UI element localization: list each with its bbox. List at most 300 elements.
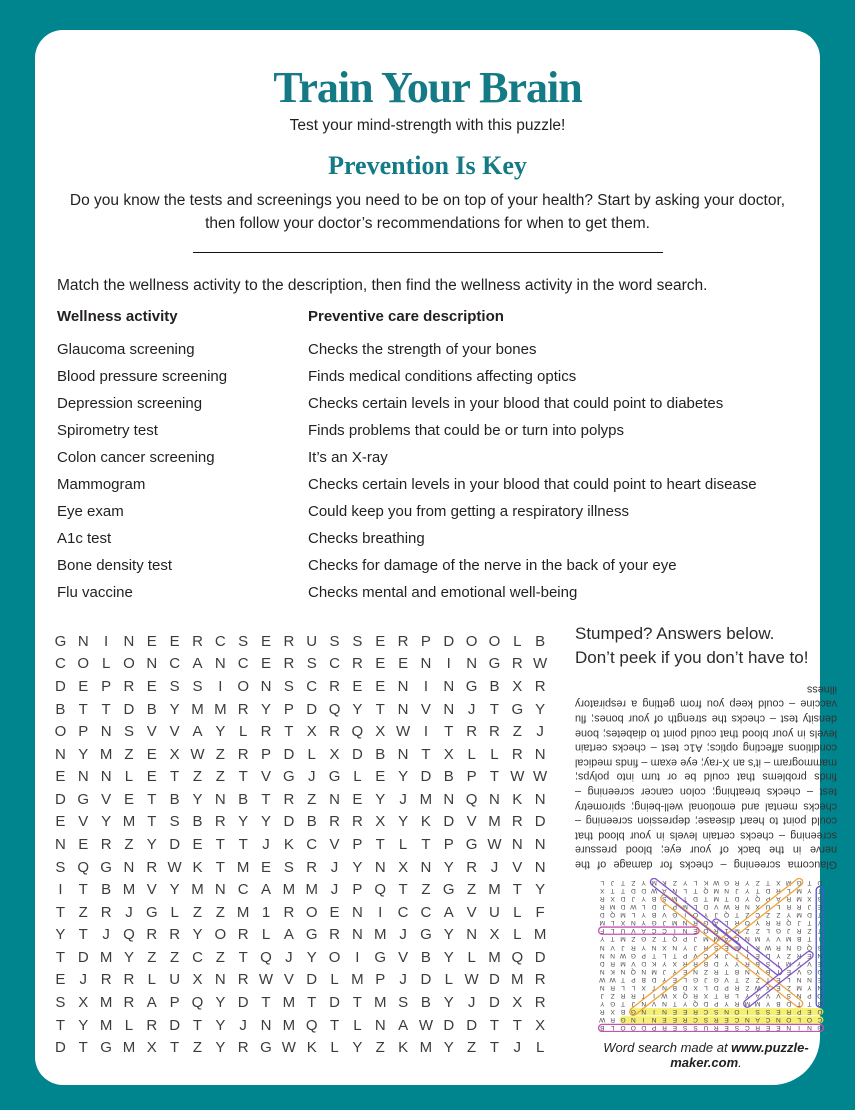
grid-letter: T xyxy=(421,745,431,763)
grid-letter: N xyxy=(214,790,226,808)
grid-letter: K xyxy=(306,1039,317,1057)
grid-letter: P xyxy=(631,975,636,983)
grid-letter: N xyxy=(641,967,647,975)
grid-letter: B xyxy=(169,790,180,808)
grid-letter: G xyxy=(775,927,781,935)
grid-letter: M xyxy=(282,1016,296,1034)
match-table-header xyxy=(57,306,820,327)
credit-text xyxy=(575,1040,837,1070)
grid-letter: Y xyxy=(672,967,677,975)
grid-letter: R xyxy=(693,991,698,999)
grid-letter: K xyxy=(703,878,709,886)
grid-letter: W xyxy=(650,886,658,894)
grid-letter: R xyxy=(283,790,295,808)
grid-letter: Q xyxy=(374,881,387,899)
grid-letter: Y xyxy=(192,790,203,808)
grid-letter: W xyxy=(533,655,548,673)
grid-letter: U xyxy=(620,927,626,935)
grid-letter: O xyxy=(465,632,478,650)
grid-letter: O xyxy=(786,1016,792,1024)
grid-letter: S xyxy=(192,677,203,695)
grid-letter: G xyxy=(713,975,719,983)
grid-letter: R xyxy=(630,943,636,951)
grid-letter: Y xyxy=(261,813,272,831)
grid-letter: E xyxy=(765,1024,771,1032)
grid-letter: T xyxy=(620,878,626,886)
grid-letter: T xyxy=(147,813,157,831)
grid-letter: L xyxy=(786,886,791,894)
grid-letter: T xyxy=(703,894,708,902)
grid-letter: Z xyxy=(467,881,477,899)
grid-letter: W xyxy=(630,902,637,910)
grid-letter: L xyxy=(724,918,729,926)
grid-letter: G xyxy=(796,943,802,951)
grid-letter: T xyxy=(797,999,802,1007)
grid-letter: N xyxy=(374,858,386,876)
grid-letter: Y xyxy=(215,1016,226,1034)
grid-letter: Y xyxy=(443,1039,454,1057)
grid-letter: S xyxy=(786,991,791,999)
grid-letter: M xyxy=(488,881,501,899)
grid-letter: N xyxy=(672,943,678,951)
grid-letter: N xyxy=(776,1016,781,1024)
grid-letter: D xyxy=(55,790,66,808)
table-row xyxy=(57,498,820,525)
grid-letter: D xyxy=(651,975,657,983)
grid-letter: Z xyxy=(192,1039,203,1057)
grid-letter: T xyxy=(78,926,88,944)
grid-letter: Y xyxy=(352,1039,363,1057)
grid-letter: Y xyxy=(443,858,454,876)
grid-letter: B xyxy=(600,1024,605,1032)
grid-letter: U xyxy=(489,903,500,921)
grid-letter: E xyxy=(786,967,791,975)
grid-letter: B xyxy=(192,813,203,831)
grid-letter: U xyxy=(169,971,181,989)
grid-letter: T xyxy=(489,768,500,786)
grid-letter: D xyxy=(620,894,626,902)
grid-letter: N xyxy=(420,858,432,876)
grid-letter: A xyxy=(724,935,729,943)
grid-letter: N xyxy=(214,971,226,989)
grid-letter: D xyxy=(306,700,318,718)
grid-letter: R xyxy=(511,745,523,763)
grid-letter: W xyxy=(395,723,411,741)
grid-letter: Z xyxy=(807,927,812,935)
grid-letter: S xyxy=(169,813,180,831)
grid-letter: A xyxy=(398,1016,409,1034)
grid-letter: V xyxy=(261,768,272,786)
grid-letter: P xyxy=(807,991,812,999)
grid-letter: T xyxy=(55,1016,65,1034)
divider-line xyxy=(193,252,663,253)
grid-letter: Q xyxy=(465,790,478,808)
grid-letter: D xyxy=(55,677,66,695)
grid-letter: J xyxy=(79,971,88,989)
grid-letter: Z xyxy=(512,723,522,741)
grid-letter: Q xyxy=(328,700,341,718)
grid-letter: R xyxy=(169,926,181,944)
grid-letter: S xyxy=(693,1024,698,1032)
grid-letter: V xyxy=(796,967,802,975)
grid-letter: E xyxy=(352,677,363,695)
grid-letter: U xyxy=(306,632,318,650)
grid-letter: P xyxy=(261,745,272,763)
grid-letter: P xyxy=(651,1024,657,1032)
grid-letter: C xyxy=(734,935,740,943)
grid-letter: R xyxy=(713,1016,719,1024)
grid-letter: D xyxy=(713,983,719,991)
grid-letter: Y xyxy=(169,700,180,718)
grid-letter: G xyxy=(724,878,730,886)
grid-letter: T xyxy=(807,878,812,886)
grid-letter: C xyxy=(420,903,432,921)
grid-letter: J xyxy=(125,903,133,921)
grid-letter: E xyxy=(776,1024,781,1032)
grid-letter: R xyxy=(713,967,719,975)
grid-letter: Q xyxy=(123,926,135,944)
grid-letter: 1 xyxy=(261,903,271,921)
wellness-activity-cell: Colon cancer screening xyxy=(57,449,215,466)
grid-letter: T xyxy=(817,910,822,918)
grid-letter: R xyxy=(329,813,340,831)
grid-letter: J xyxy=(399,790,407,808)
grid-letter: M xyxy=(351,971,364,989)
grid-letter: N xyxy=(397,677,409,695)
grid-letter: T xyxy=(776,959,781,967)
grid-letter: M xyxy=(796,910,802,918)
grid-letter: X xyxy=(375,813,386,831)
grid-letter: B xyxy=(796,935,802,943)
grid-letter: Y xyxy=(776,951,781,959)
grid-letter: N xyxy=(651,1016,657,1024)
grid-letter: I xyxy=(104,632,109,650)
grid-letter: Q xyxy=(806,943,813,951)
grid-letter: V xyxy=(146,881,157,899)
grid-letter: N xyxy=(599,951,605,959)
grid-letter: J xyxy=(600,991,604,999)
grid-letter: K xyxy=(610,967,615,975)
grid-letter: R xyxy=(610,959,616,967)
grid-letter: X xyxy=(146,1039,157,1057)
grid-letter: L xyxy=(467,948,476,966)
grid-letter: E xyxy=(755,951,760,959)
wellness-activity-cell: Flu vaccine xyxy=(57,584,133,601)
grid-letter: J xyxy=(631,894,635,902)
grid-letter: I xyxy=(746,1007,749,1015)
grid-letter: N xyxy=(796,975,802,983)
grid-letter: N xyxy=(796,991,802,999)
grid-letter: C xyxy=(55,655,66,673)
grid-letter: S xyxy=(169,677,180,695)
grid-letter: Q xyxy=(703,886,709,894)
grid-letter: R xyxy=(397,632,409,650)
grid-letter: V xyxy=(776,935,781,943)
grid-letter: N xyxy=(123,858,135,876)
grid-letter: E xyxy=(375,677,386,695)
grid-letter: M xyxy=(488,948,501,966)
grid-letter: G xyxy=(641,935,647,943)
grid-letter: R xyxy=(146,926,158,944)
grid-letter: R xyxy=(693,918,698,926)
grid-letter: K xyxy=(755,943,760,951)
grid-letter: V xyxy=(631,959,636,967)
grid-letter: W xyxy=(754,983,761,991)
grid-letter: A xyxy=(192,655,203,673)
grid-letter: P xyxy=(682,951,688,959)
grid-letter: R xyxy=(724,991,729,999)
grid-letter: N xyxy=(662,1007,667,1015)
grid-letter: Y xyxy=(535,700,546,718)
grid-letter: M xyxy=(282,994,296,1012)
wellness-activity-cell: Mammogram xyxy=(57,476,146,493)
grid-letter: C xyxy=(744,1024,750,1032)
grid-letter: R xyxy=(786,902,792,910)
grid-letter: Q xyxy=(191,994,204,1012)
grid-letter: R xyxy=(776,918,781,926)
grid-letter: V xyxy=(101,790,112,808)
grid-letter: P xyxy=(443,835,454,853)
grid-letter: L xyxy=(307,745,316,763)
table-row xyxy=(57,363,820,390)
grid-letter: T xyxy=(620,975,626,983)
grid-letter: M xyxy=(672,894,678,902)
grid-letter: R xyxy=(776,886,781,894)
grid-letter: W xyxy=(599,975,606,983)
grid-letter: M xyxy=(682,902,688,910)
care-description-cell: Checks breathing xyxy=(308,530,425,547)
grid-letter: Y xyxy=(600,935,605,943)
grid-letter: E xyxy=(146,632,157,650)
grid-letter: X xyxy=(693,983,698,991)
grid-letter: L xyxy=(797,1016,801,1024)
puzzle-card xyxy=(35,30,837,1085)
grid-letter: R xyxy=(237,700,249,718)
grid-letter: M xyxy=(796,894,802,902)
grid-letter: Y xyxy=(215,994,226,1012)
grid-letter: T xyxy=(261,994,271,1012)
grid-letter: Z xyxy=(631,878,636,886)
care-description-cell: Could keep you from getting a respiratory illness xyxy=(308,503,629,520)
grid-letter: J xyxy=(262,835,270,853)
grid-letter: G xyxy=(692,975,699,983)
grid-letter: K xyxy=(420,813,431,831)
grid-letter: D xyxy=(237,994,249,1012)
grid-letter: D xyxy=(817,967,823,975)
grid-letter: O xyxy=(488,632,501,650)
grid-letter: Y xyxy=(398,813,409,831)
grid-letter: S xyxy=(703,1016,709,1024)
grid-letter: Z xyxy=(307,790,317,808)
grid-letter: N xyxy=(55,835,66,853)
grid-letter: M xyxy=(703,935,709,943)
grid-letter: R xyxy=(351,655,363,673)
grid-letter: N xyxy=(786,1024,792,1032)
grid-letter: N xyxy=(374,1016,386,1034)
grid-letter: J xyxy=(330,858,339,876)
grid-letter: M xyxy=(713,935,719,943)
grid-letter: Y xyxy=(682,999,688,1007)
grid-letter: R xyxy=(599,1007,605,1015)
grid-letter: X xyxy=(672,991,677,999)
grid-letter: T xyxy=(55,948,65,966)
column-header-description: Preventive care description xyxy=(308,308,504,325)
grid-letter: J xyxy=(693,935,698,943)
grid-letter: Z xyxy=(192,903,203,921)
grid-letter: S xyxy=(306,655,317,673)
grid-letter: L xyxy=(513,903,522,921)
grid-letter: R xyxy=(620,991,626,999)
grid-letter: C xyxy=(734,1016,740,1024)
grid-letter: R xyxy=(734,918,740,926)
grid-letter: B xyxy=(420,948,431,966)
grid-letter: T xyxy=(776,967,781,975)
grid-letter: D xyxy=(682,983,688,991)
grid-letter: M xyxy=(754,935,761,943)
grid-letter: T xyxy=(78,1039,88,1057)
grid-letter: Y xyxy=(641,894,646,902)
grid-letter: K xyxy=(192,858,203,876)
grid-letter: W xyxy=(619,951,627,959)
grid-letter: T xyxy=(238,768,248,786)
grid-letter: I xyxy=(218,677,223,695)
grid-letter: X xyxy=(600,886,605,894)
grid-letter: Q xyxy=(786,918,792,926)
table-row xyxy=(57,444,820,471)
grid-letter: Y xyxy=(101,813,112,831)
grid-letter: Q xyxy=(351,723,364,741)
grid-letter: G xyxy=(305,926,318,944)
grid-letter: D xyxy=(703,902,709,910)
grid-letter: S xyxy=(283,858,294,876)
grid-letter: S xyxy=(714,1007,719,1015)
grid-letter: G xyxy=(260,1039,272,1057)
grid-letter: Y xyxy=(261,700,272,718)
grid-letter: Q xyxy=(77,858,90,876)
grid-letter: N xyxy=(351,926,363,944)
grid-letter: N xyxy=(693,967,698,975)
grid-letter: N xyxy=(443,677,455,695)
grid-letter: C xyxy=(237,881,249,899)
grid-letter: N xyxy=(260,677,272,695)
grid-letter: X xyxy=(620,918,626,926)
grid-letter: Y xyxy=(745,886,750,894)
grid-letter: J xyxy=(735,886,739,894)
grid-letter: N xyxy=(260,1016,272,1034)
grid-letter: L xyxy=(353,768,362,786)
grid-letter: N xyxy=(641,1007,647,1015)
grid-letter: S xyxy=(55,858,66,876)
grid-letter: D xyxy=(443,813,455,831)
grid-letter: G xyxy=(672,910,678,918)
grid-letter: Z xyxy=(124,745,134,763)
grid-letter: T xyxy=(652,951,657,959)
grid-letter: Q xyxy=(672,935,678,943)
grid-letter: S xyxy=(734,1024,740,1032)
grid-letter: G xyxy=(465,835,478,853)
match-table xyxy=(57,306,820,606)
grid-letter: R xyxy=(511,655,523,673)
grid-letter: J xyxy=(610,878,615,886)
grid-letter: 1 xyxy=(724,927,729,935)
grid-letter: W xyxy=(661,991,668,999)
grid-letter: R xyxy=(796,902,802,910)
grid-letter: I xyxy=(642,1016,645,1024)
grid-letter: D xyxy=(169,835,181,853)
grid-letter: N xyxy=(100,768,112,786)
grid-letter: M xyxy=(713,886,719,894)
grid-letter: N xyxy=(420,655,432,673)
grid-letter: D xyxy=(283,813,295,831)
grid-letter: D xyxy=(630,886,636,894)
grid-letter: C xyxy=(703,951,709,959)
grid-letter: R xyxy=(214,813,226,831)
grid-letter: V xyxy=(765,991,771,999)
grid-letter: J xyxy=(307,768,316,786)
grid-letter: D xyxy=(283,745,295,763)
grid-letter: T xyxy=(807,918,812,926)
grid-letter: N xyxy=(55,745,66,763)
grid-letter: L xyxy=(776,902,781,910)
grid-letter: Q xyxy=(692,999,699,1007)
grid-letter: V xyxy=(693,951,698,959)
grid-letter: Y xyxy=(352,858,363,876)
grid-letter: E xyxy=(261,632,272,650)
grid-letter: R xyxy=(489,723,500,741)
grid-letter: K xyxy=(714,951,719,959)
grid-letter: M xyxy=(786,959,792,967)
grid-letter: G xyxy=(328,768,341,786)
grid-letter: R xyxy=(283,655,295,673)
grid-letter: I xyxy=(378,903,383,921)
grid-letter: Z xyxy=(78,903,88,921)
grid-letter: V xyxy=(610,943,615,951)
grid-letter: I xyxy=(58,881,63,899)
grid-letter: T xyxy=(755,886,760,894)
grid-letter: N xyxy=(397,745,409,763)
grid-letter: B xyxy=(101,881,112,899)
grid-letter: L xyxy=(641,902,646,910)
grid-letter: T xyxy=(620,999,626,1007)
grid-letter: R xyxy=(146,1016,158,1034)
grid-letter: L xyxy=(662,951,667,959)
care-description-cell: Finds medical conditions affecting optics xyxy=(308,368,577,385)
credit-suffix: . xyxy=(738,1054,742,1070)
grid-letter: Y xyxy=(724,959,729,967)
grid-letter: R xyxy=(693,1007,698,1015)
grid-letter: Y xyxy=(662,959,667,967)
grid-letter: M xyxy=(533,926,547,944)
grid-letter: S xyxy=(765,1007,771,1015)
grid-letter: T xyxy=(55,903,65,921)
grid-letter: E xyxy=(146,677,157,695)
grid-letter: D xyxy=(443,1016,455,1034)
grid-letter: I xyxy=(423,677,428,695)
grid-letter: R xyxy=(682,1016,688,1024)
grid-letter: K xyxy=(398,1039,409,1057)
grid-letter: Y xyxy=(641,878,646,886)
credit-prefix: Word search made at xyxy=(603,1039,732,1055)
grid-letter: Z xyxy=(703,967,708,975)
grid-letter: R xyxy=(283,632,295,650)
table-row xyxy=(57,579,820,606)
grid-letter: V xyxy=(169,723,180,741)
grid-letter: A xyxy=(755,1016,760,1024)
grid-letter: I xyxy=(355,948,360,966)
grid-letter: E xyxy=(352,790,363,808)
grid-letter: T xyxy=(620,886,626,894)
grid-letter: X xyxy=(375,723,386,741)
